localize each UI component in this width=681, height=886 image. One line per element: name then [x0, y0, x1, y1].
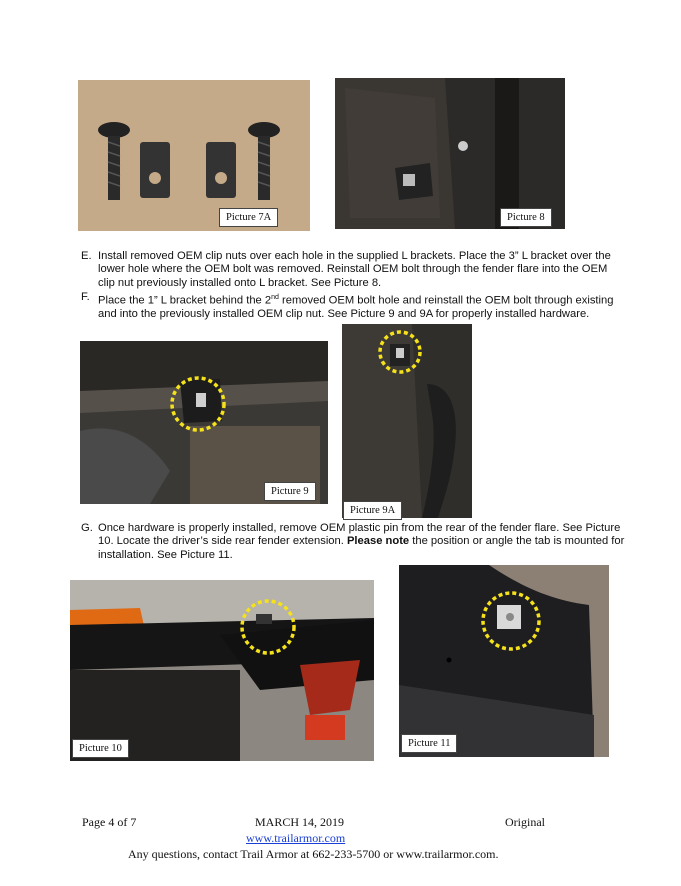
contact-line: Any questions, contact Trail Armor at 662-233-5700 or www.trailarmor.com.	[128, 847, 499, 861]
document-status: Original	[505, 815, 545, 829]
rear-fender-extension-image	[399, 565, 609, 757]
picture-10-photo	[70, 580, 374, 761]
picture-7a-caption: Picture 7A	[219, 208, 278, 227]
step-letter: F.	[81, 291, 90, 303]
document-date: MARCH 14, 2019	[255, 815, 345, 829]
picture-9-caption: Picture 9	[264, 482, 316, 501]
fender-bracket-image	[335, 78, 565, 229]
instruction-step-f	[81, 291, 626, 322]
instruction-step-g	[81, 522, 626, 562]
step-letter: G.	[81, 522, 93, 534]
picture-10-caption: Picture 10	[72, 739, 129, 758]
step-text: Place the 1” L bracket behind the 2nd removed OEM bolt hole and reinstall the OEM bolt through existing and into the previously installed OEM clip nut. See Picture 9 and 9A for properly installed hardware.	[98, 294, 614, 321]
picture-9a-photo	[342, 324, 472, 518]
step-text: Once hardware is properly installed, remove OEM plastic pin from the rear of the fender flare. See Picture 10. Locate the driver’s side rear fender extension. Please note the position or angle the tab is mounted for installation. See Picture 11.	[98, 522, 625, 561]
picture-8-photo	[335, 78, 565, 229]
step-letter: E.	[81, 250, 92, 262]
vehicle-rear-image	[70, 580, 374, 761]
picture-11-photo	[399, 565, 609, 757]
instruction-step-e	[81, 250, 626, 290]
picture-9a-caption: Picture 9A	[343, 501, 402, 520]
picture-8-caption: Picture 8	[500, 208, 552, 227]
picture-9-photo	[80, 341, 328, 504]
step-text: Install removed OEM clip nuts over each hole in the supplied L brackets. Place the 3” L bracket over the lower hole where the OEM bolt was removed. Reinstall OEM bolt through the fender flare into the OEM clip nut previously installed onto L bracket. See Picture 8.	[98, 250, 611, 289]
bracket-behind-fender-image	[80, 341, 328, 504]
picture-11-caption: Picture 11	[401, 734, 457, 753]
bracket-installed-image	[342, 324, 472, 518]
page-number: Page 4 of 7	[82, 815, 137, 829]
website-link[interactable]: www.trailarmor.com	[246, 831, 346, 845]
